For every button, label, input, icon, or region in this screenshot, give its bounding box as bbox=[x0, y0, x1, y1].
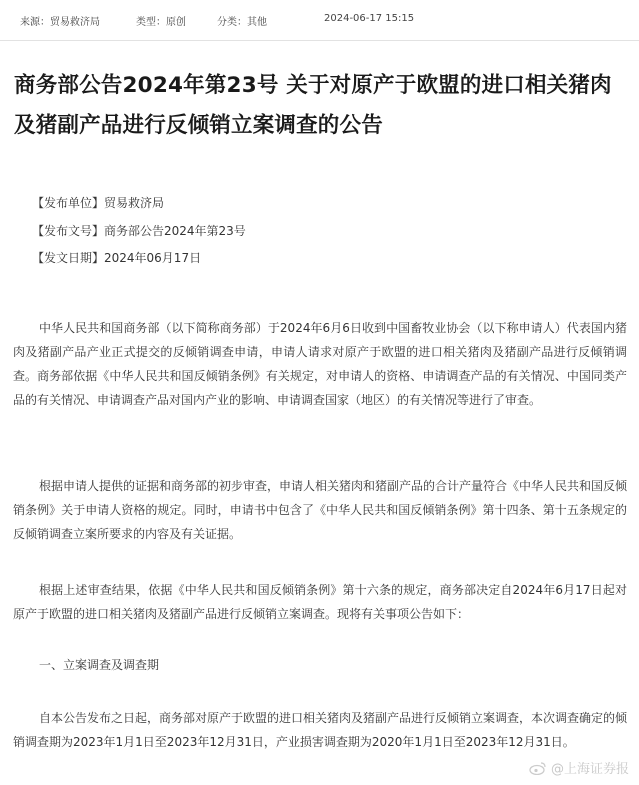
body-paragraph-3: 根据上述审查结果，依据《中华人民共和国反倾销条例》第十六条的规定，商务部决定自2024年6月17日起对原产于欧盟的进口相关猪肉及猪副产品进行反倾销立案调查。现将有关事项公告如下： bbox=[13, 583, 627, 621]
body-paragraph-2: 根据申请人提供的证据和商务部的初步审查，申请人相关猪肉和猪副产品的合计产量符合《中华人民共和国反倾销条例》关于申请人资格的规定。同时，申请书中包含了《中华人民共和国反倾销条例》第十四条、第十五条规定的反倾销调查立案所要求的内容及有关证据。 bbox=[13, 479, 628, 541]
source-label: 来源：贸易救济局 bbox=[20, 17, 100, 28]
body-paragraph-1: 中华人民共和国商务部（以下简称商务部）于2024年6月6日收到中国畜牧业协会（以下称申请人）代表国内猪肉及猪副产品产业正式提交的反倾销调查申请，申请人请求对原产于欧盟的进口相关猪肉及猪副产品进行反倾销调查。商务部依据《中华人民共和国反倾销条例》有关规定，对申请人的资格、申请调查产品的有关情况、中国同类产品的有关情况、申请调查产品对国内产业的影响、申请调查国家（地区）的有关情况等进行了审查。 bbox=[13, 321, 627, 407]
info-publish-date: 【发文日期】2024年06月17日 bbox=[32, 251, 202, 265]
article-title: 商务部公告2024年第23号 关于对原产于欧盟的进口相关猪肉及猪副产品进行反倾销立案调查的公告 bbox=[14, 73, 612, 138]
watermark-text: @上海证券报 bbox=[550, 762, 629, 777]
info-doc-number: 【发布文号】商务部公告2024年第23号 bbox=[32, 224, 246, 238]
category-label: 分类：其他 bbox=[217, 17, 267, 28]
weibo-logo-icon bbox=[529, 761, 547, 775]
publish-datetime: 2024-06-17 15:15 bbox=[324, 13, 415, 24]
type-label: 类型：原创 bbox=[136, 17, 186, 28]
article-meta-bar bbox=[0, 0, 639, 41]
info-publish-unit: 【发布单位】贸易救济局 bbox=[32, 196, 165, 210]
weibo-watermark bbox=[529, 758, 629, 777]
section-heading-1: 一、立案调查及调查期 bbox=[39, 658, 160, 672]
body-paragraph-4: 自本公告发布之日起，商务部对原产于欧盟的进口相关猪肉及猪副产品进行反倾销立案调查，本次调查确定的倾销调查期为2023年1月1日至2023年12月31日，产业损害调查期为2020年1月1日至2023年12月31日。 bbox=[13, 711, 628, 749]
